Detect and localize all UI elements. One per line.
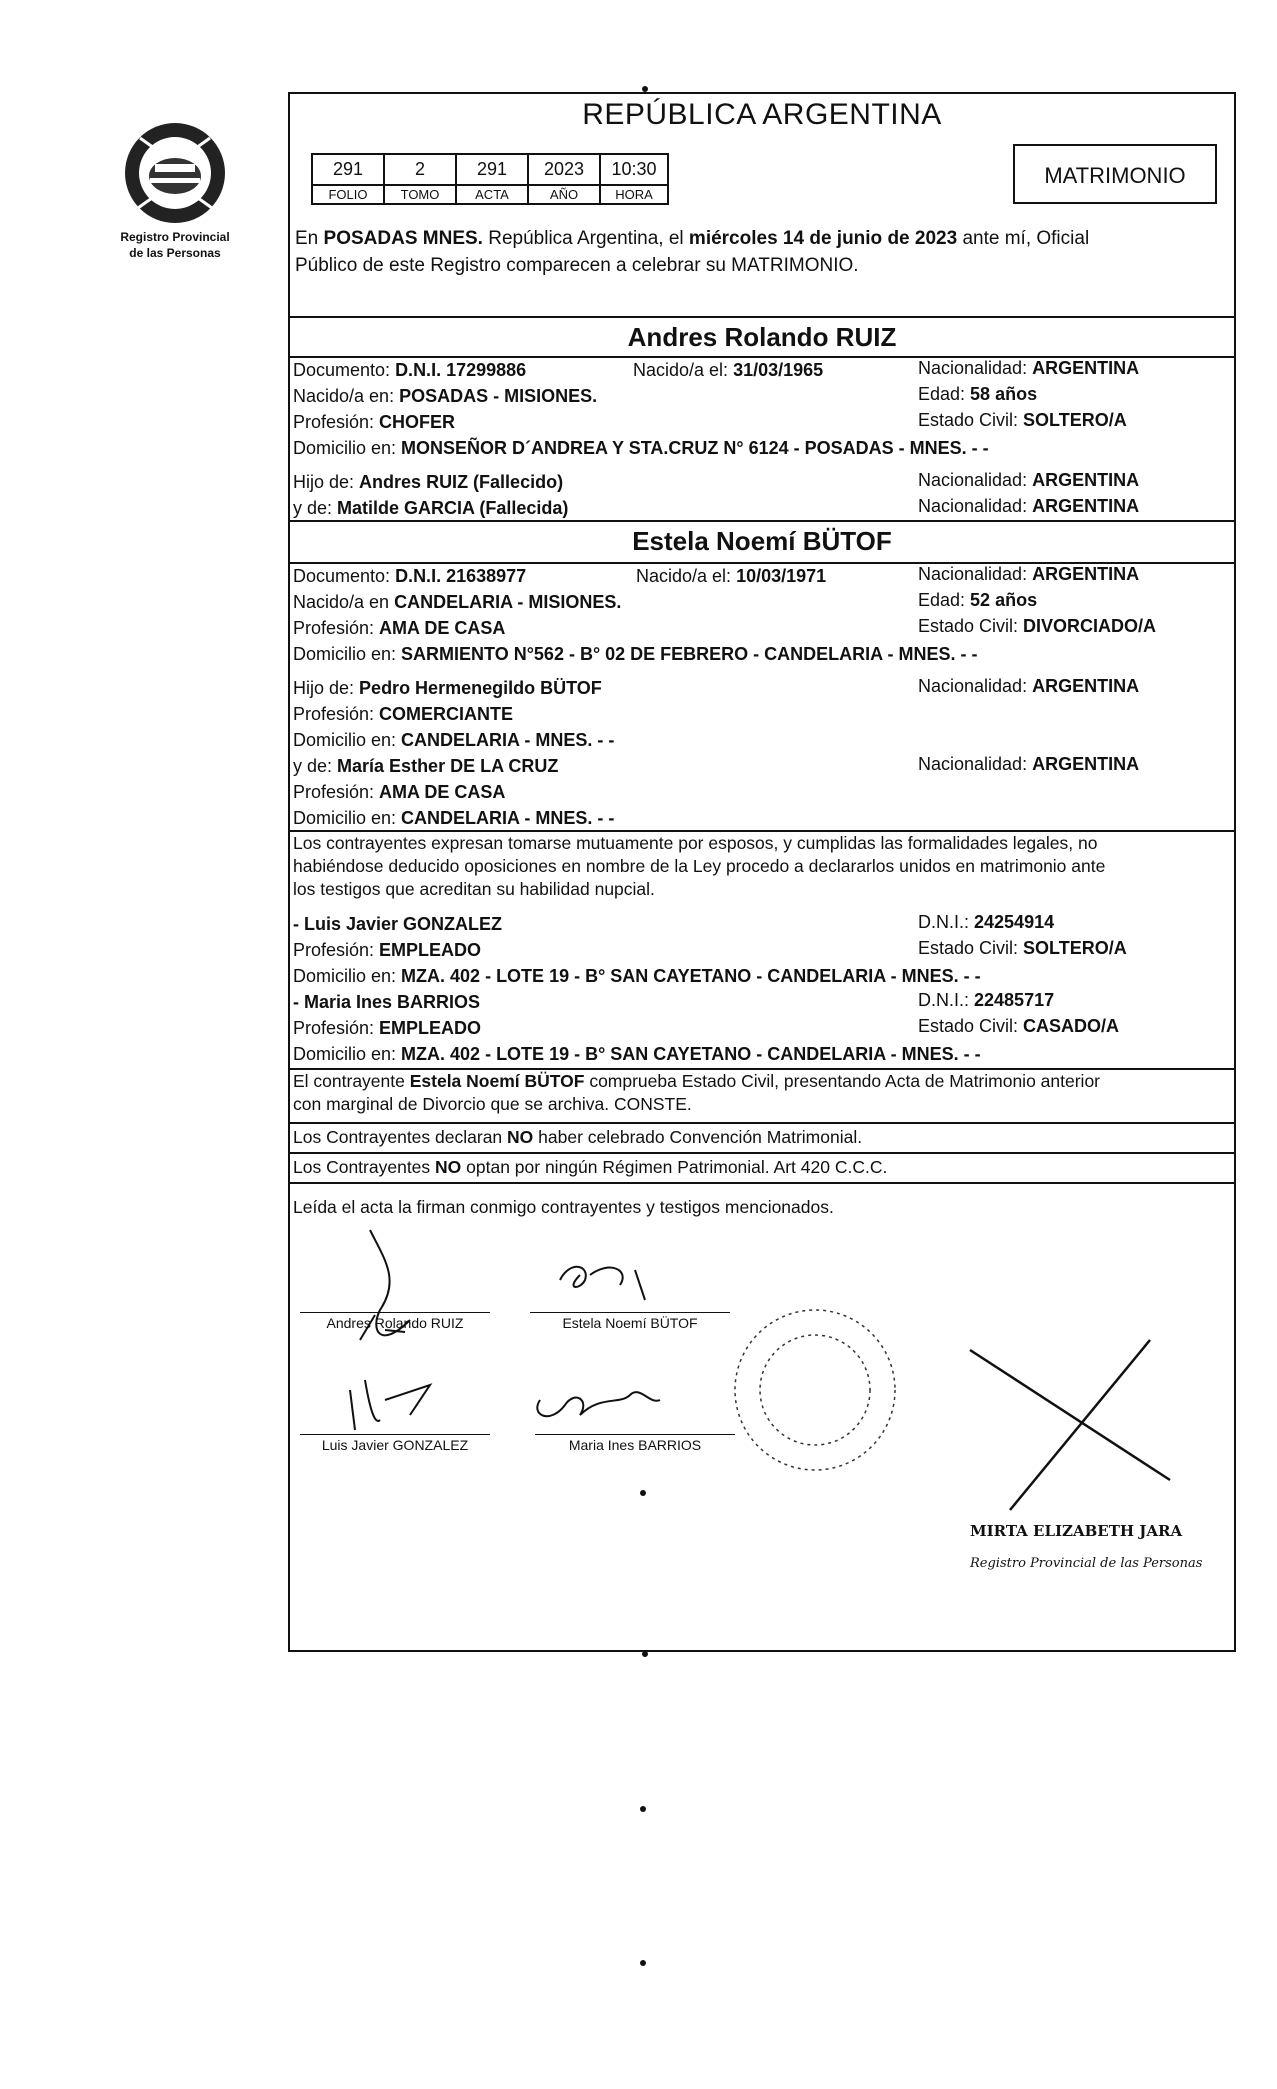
spouse-1-address: Domicilio en: MONSEÑOR D´ANDREA Y STA.CRUZ N° 6124 - POSADAS - MNES. - -: [293, 438, 989, 458]
signature-line: [300, 1434, 490, 1435]
spouse-1-nationality: Nacionalidad: ARGENTINA: [918, 358, 1140, 378]
acta-label: ACTA: [475, 187, 509, 202]
acta-box: [455, 153, 529, 205]
spouse-2-father-address: Domicilio en: CANDELARIA - MNES. - -: [293, 730, 615, 750]
tomo-box: [383, 153, 457, 205]
divider: [288, 1152, 1236, 1154]
provincial-seal-icon: [120, 118, 230, 228]
registry-logo: [100, 118, 250, 260]
document-title: REPÚBLICA ARGENTINA: [582, 98, 942, 131]
spouse-2-birthdate: Nacido/a el: 10/03/1971: [636, 566, 827, 586]
witness-2-profession: Profesión: EMPLEADO: [293, 1018, 482, 1038]
convention-statement: Los Contrayentes declaran NO haber celebrado Convención Matrimonial.: [293, 1127, 863, 1147]
spouse-1-birthdate: Nacido/a el: 31/03/1965: [633, 360, 824, 380]
intro-text: República Argentina, el: [482, 228, 689, 249]
acta-reference-boxes: [311, 153, 667, 205]
spouse-1-profession: Profesión: CHOFER: [293, 412, 456, 432]
witness-1-civil-status: Estado Civil: SOLTERO/A: [918, 938, 1127, 958]
spouse-1-mother-nationality: Nacionalidad: ARGENTINA: [918, 496, 1140, 516]
spouse-1-father-nationality: Nacionalidad: ARGENTINA: [918, 470, 1140, 490]
signature-line: [300, 1312, 490, 1313]
witness-1-dni: D.N.I.: 24254914: [918, 912, 1055, 932]
record-type-box: MATRIMONIO: [1013, 144, 1217, 204]
spouse-1-birthplace: Nacido/a en: POSADAS - MISIONES.: [293, 386, 598, 406]
spouse-2-document: Documento: D.N.I. 21638977: [293, 566, 527, 586]
intro-paragraph: [295, 225, 1230, 279]
divider: [288, 1122, 1236, 1124]
official-registry-stamp: Registro Provincial de las Personas: [970, 1556, 1203, 1571]
signature-line: [530, 1312, 730, 1313]
spouse-1-civil-status: Estado Civil: SOLTERO/A: [918, 410, 1127, 430]
punch-mark: [642, 1651, 648, 1657]
witness-2-dni: D.N.I.: 22485717: [918, 990, 1055, 1010]
intro-text: ante mí, Oficial: [957, 228, 1090, 249]
witness-1-name: - Luis Javier GONZALEZ: [293, 914, 503, 934]
spouse-2-nationality: Nacionalidad: ARGENTINA: [918, 564, 1140, 584]
signatures-area: [290, 1220, 1230, 1650]
signature-1-name: Andres Rolando RUIZ: [326, 1315, 464, 1331]
hora-value: 10:30: [601, 155, 667, 186]
spouse-2-profession: Profesión: AMA DE CASA: [293, 618, 506, 638]
spouse-2-mother-address: Domicilio en: CANDELARIA - MNES. - -: [293, 808, 615, 828]
spouse-2-father: Hijo de: Pedro Hermenegildo BÜTOF: [293, 678, 602, 698]
spouse-2-name: Estela Noemí BÜTOF: [632, 526, 892, 556]
witness-1-profession: Profesión: EMPLEADO: [293, 940, 482, 960]
official-signature-scribble: [970, 1340, 1170, 1510]
hora-box: [599, 153, 669, 205]
marriage-declaration: [293, 832, 1233, 901]
punch-mark: [640, 1490, 646, 1496]
spouse-1-age: Edad: 58 años: [918, 384, 1038, 404]
intro-text: En: [295, 228, 324, 249]
declaration-line: los testigos que acreditan su habilidad nupcial.: [293, 879, 655, 899]
intro-place: POSADAS MNES.: [323, 228, 483, 249]
declaration-line: Los contrayentes expresan tomarse mutuamente por esposos, y cumplidas las formalidades legales, no: [293, 833, 1098, 853]
witness-2-civil-status: Estado Civil: CASADO/A: [918, 1016, 1120, 1036]
witness-2-address: Domicilio en: MZA. 402 - LOTE 19 - B° SAN CAYETANO - CANDELARIA - MNES. - -: [293, 1044, 981, 1064]
signature-line: [535, 1434, 735, 1435]
spouse-2-birthplace: Nacido/a en CANDELARIA - MISIONES.: [293, 592, 622, 612]
signature-3-scribble: [350, 1380, 430, 1430]
spouse-1-name: Andres Rolando RUIZ: [627, 322, 897, 352]
spouse-2-age: Edad: 52 años: [918, 590, 1038, 610]
signature-2-name: Estela Noemí BÜTOF: [562, 1315, 698, 1331]
anio-value: 2023: [529, 155, 599, 186]
tomo-value: 2: [385, 155, 455, 186]
regime-statement: Los Contrayentes NO optan por ningún Régimen Patrimonial. Art 420 C.C.C.: [293, 1157, 888, 1177]
spouse-2-mother: y de: María Esther DE LA CRUZ: [293, 756, 559, 776]
spouse-2-mother-nationality: Nacionalidad: ARGENTINA: [918, 754, 1140, 774]
spouse-2-address: Domicilio en: SARMIENTO N°562 - B° 02 DE FEBRERO - CANDELARIA - MNES. - -: [293, 644, 978, 664]
divider: [288, 316, 1236, 318]
tomo-label: TOMO: [400, 187, 440, 202]
spouse-1-document: Documento: D.N.I. 17299886: [293, 360, 527, 380]
spouse-2-mother-profession: Profesión: AMA DE CASA: [293, 782, 506, 802]
punch-mark: [640, 1960, 646, 1966]
folio-label: FOLIO: [328, 187, 368, 202]
reading-statement: Leída el acta la firman conmigo contrayentes y testigos mencionados.: [293, 1197, 834, 1217]
signature-4-name: Maria Ines BARRIOS: [568, 1437, 702, 1453]
punch-mark: [642, 86, 648, 92]
witness-2-name: - Maria Ines BARRIOS: [293, 992, 481, 1012]
signature-3-name: Luis Javier GONZALEZ: [321, 1437, 469, 1453]
anio-box: [527, 153, 601, 205]
acta-value: 291: [457, 155, 527, 186]
official-seal-icon: [735, 1310, 895, 1470]
divider: [288, 520, 1236, 522]
divider: [288, 1182, 1236, 1184]
intro-text: Público de este Registro comparecen a celebrar su MATRIMONIO.: [295, 255, 859, 276]
logo-caption-line-1: Registro Provincial: [120, 230, 230, 244]
anio-label: AÑO: [549, 187, 579, 202]
spouse-1-father: Hijo de: Andres RUIZ (Fallecido): [293, 472, 564, 492]
civil-status-note: El contrayente Estela Noemí BÜTOF comprueba Estado Civil, presentando Acta de Matrimonio anterior con marginal de Divorcio que se archiva. CONSTE.: [293, 1071, 1101, 1114]
intro-date: miércoles 14 de junio de 2023: [688, 228, 958, 249]
hora-label: HORA: [615, 187, 653, 202]
spouse-2-father-profession: Profesión: COMERCIANTE: [293, 704, 514, 724]
punch-mark: [640, 1806, 646, 1812]
signature-2-scribble: [560, 1267, 645, 1300]
spouse-1-mother: y de: Matilde GARCIA (Fallecida): [293, 498, 569, 518]
signature-4-scribble: [537, 1392, 660, 1416]
witness-1-address: Domicilio en: MZA. 402 - LOTE 19 - B° SAN CAYETANO - CANDELARIA - MNES. - -: [293, 966, 981, 986]
spouse-2-father-nationality: Nacionalidad: ARGENTINA: [918, 676, 1140, 696]
official-name-stamp: MIRTA ELIZABETH JARA: [970, 1522, 1183, 1540]
declaration-line: habiéndose deducido oposiciones en nombre de la Ley procedo a declararlos unidos en matrimonio ante: [293, 856, 1106, 876]
spouse-2-civil-status: Estado Civil: DIVORCIADO/A: [918, 616, 1157, 636]
folio-value: 291: [313, 155, 383, 186]
folio-box: [311, 153, 385, 205]
logo-caption-line-2: de las Personas: [129, 246, 221, 260]
